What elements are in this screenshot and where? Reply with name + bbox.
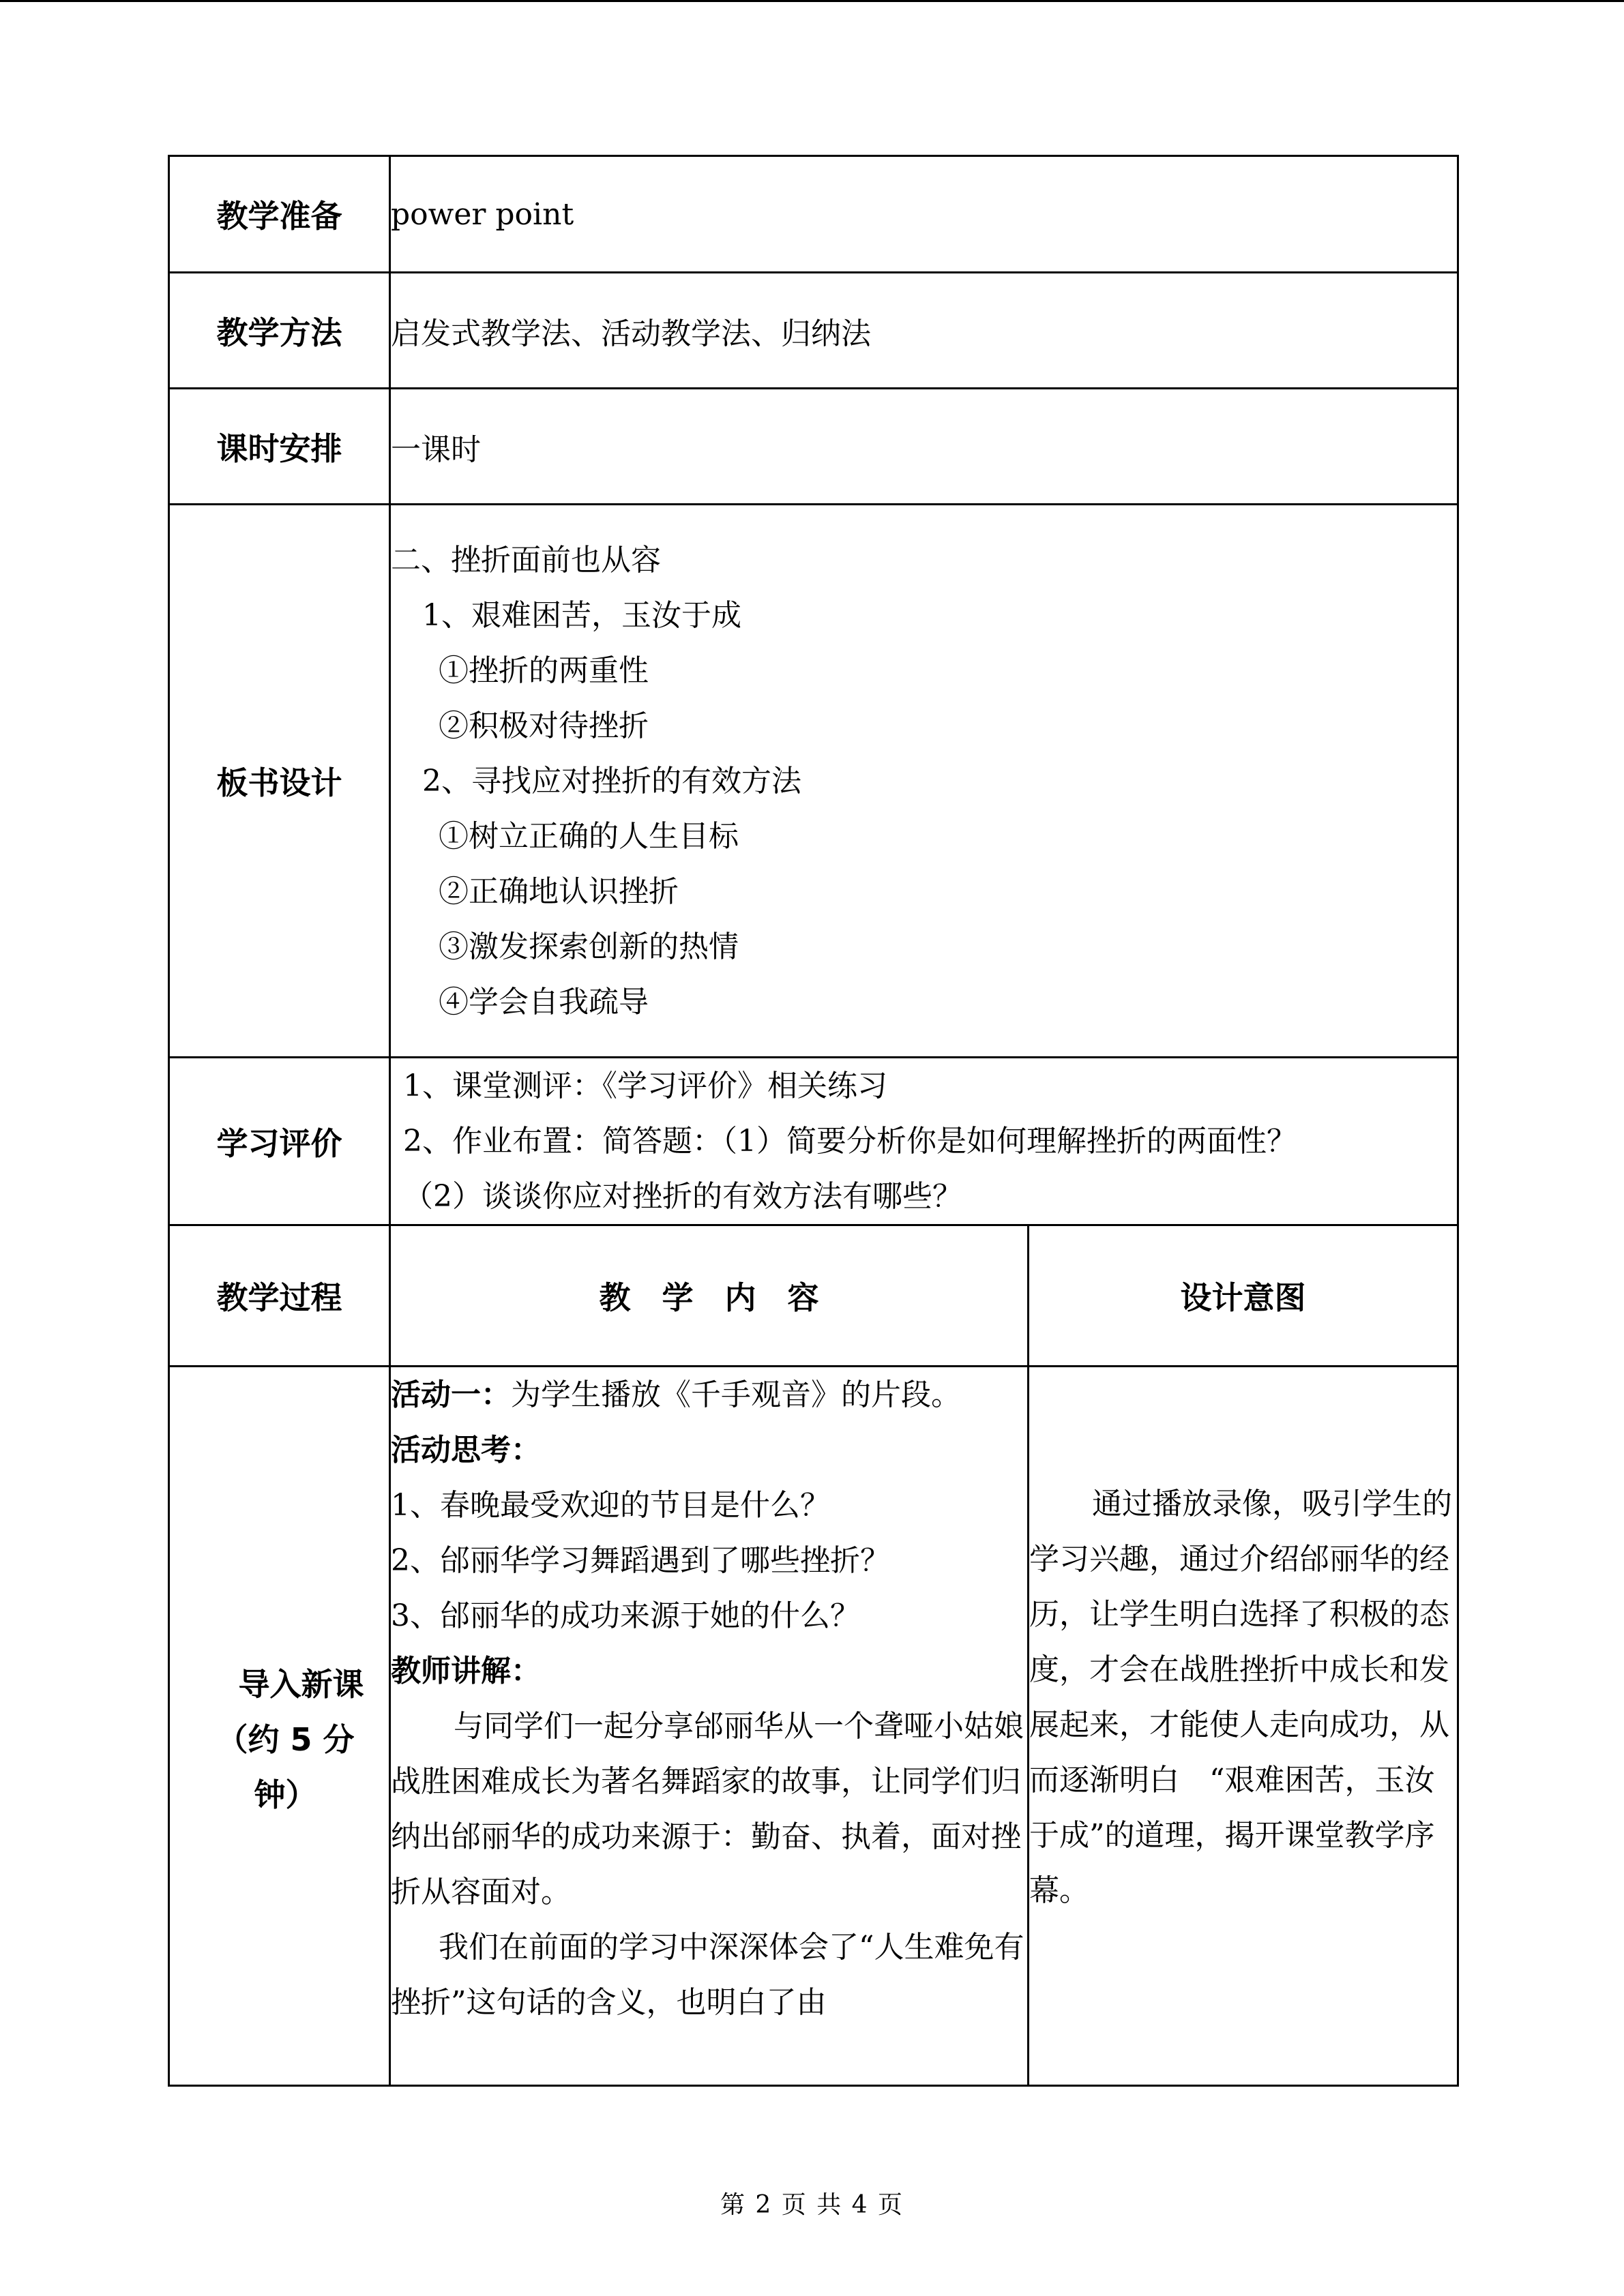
intro-label-line1: 导入新课 [238, 1665, 364, 1703]
teacher-title: 教师讲解： [391, 1654, 541, 1688]
value-schedule: 一课时 [390, 389, 1458, 505]
board-line: ①挫折的两重性 [439, 653, 649, 688]
board-line: ②正确地认识挫折 [439, 874, 679, 909]
label-method: 教学方法 [169, 273, 390, 389]
top-border-line [0, 0, 1624, 2]
row-process-header [169, 1225, 1458, 1367]
evaluation-line: 2、作业布置：简答题：（1）简要分析你是如何理解挫折的两面性？ [403, 1124, 1297, 1159]
evaluation-line: 1、课堂测评：《学习评价》相关练习 [403, 1069, 887, 1103]
evaluation-content [390, 1058, 1458, 1225]
teacher-paragraph-2: 我们在前面的学习中深深体会了“人生难免有挫折”这句话的含义，也明白了由 [391, 1930, 1024, 2020]
lesson-plan-table [168, 155, 1459, 2087]
teacher-paragraph: 与同学们一起分享邰丽华从一个聋哑小姑娘战胜困难成长为著名舞蹈家的故事，让同学们归纳出邰丽华的成功来源于：勤奋、执着，面对挫折从容面对。 [391, 1709, 1024, 1909]
intro-content [390, 1367, 1029, 2086]
board-design [390, 505, 1458, 1058]
question: 2、邰丽华学习舞蹈遇到了哪些挫折？ [391, 1543, 890, 1578]
value-method: 启发式教学法、活动教学法、归纳法 [390, 273, 1458, 389]
activity-one [391, 1367, 1027, 1422]
activity-title: 活动一： [391, 1377, 511, 1412]
row-intro [169, 1367, 1458, 2086]
board-line: ①树立正确的人生目标 [439, 818, 739, 854]
row-evaluation [169, 1058, 1458, 1225]
label-evaluation: 学习评价 [169, 1058, 390, 1225]
board-line: ④学会自我疏导 [439, 984, 649, 1019]
evaluation-line: （2）谈谈你应对挫折的有效方法有哪些？ [403, 1179, 962, 1214]
row-method [169, 273, 1458, 389]
intent-text: 通过播放录像，吸引学生的学习兴趣，通过介绍邰丽华的经历，让学生明白选择了积极的态度，才会在战胜挫折中成长和发展起来，才能使人走向成功，从而逐渐明白 “艰难困苦，玉汝于成”的道理，揭开课堂教学序幕。 [1029, 1487, 1452, 1908]
board-line: 1、艰难困苦，玉汝于成 [422, 597, 741, 633]
header-intent: 设计意图 [1029, 1225, 1458, 1367]
label-schedule: 课时安排 [169, 389, 390, 505]
intro-label-line2: （约 5 分 [216, 1720, 355, 1758]
question: 3、邰丽华的成功来源于她的什么？ [391, 1598, 860, 1633]
board-line: ②积极对待挫折 [439, 708, 649, 743]
row-board [169, 505, 1458, 1058]
label-board: 板书设计 [169, 505, 390, 1058]
think-title: 活动思考： [391, 1433, 541, 1467]
board-line: 二、挫折面前也从容 [391, 542, 661, 578]
board-line: 2、寻找应对挫折的有效方法 [422, 763, 801, 799]
header-content: 教 学 内 容 [390, 1225, 1029, 1367]
page-footer: 第 2 页 共 4 页 [720, 2191, 904, 2219]
label-intro [169, 1367, 390, 2086]
intro-intent [1029, 1367, 1458, 2086]
activity-text: 为学生播放《千手观音》的片段。 [511, 1377, 961, 1412]
label-prep: 教学准备 [169, 156, 390, 273]
intro-label-line3: 钟） [254, 1776, 317, 1813]
row-schedule [169, 389, 1458, 505]
board-line: ③激发探索创新的热情 [439, 929, 739, 964]
label-process: 教学过程 [169, 1225, 390, 1367]
question: 1、春晚最受欢迎的节目是什么？ [391, 1488, 830, 1523]
row-prep [169, 156, 1458, 273]
value-prep: power point [390, 156, 1458, 273]
